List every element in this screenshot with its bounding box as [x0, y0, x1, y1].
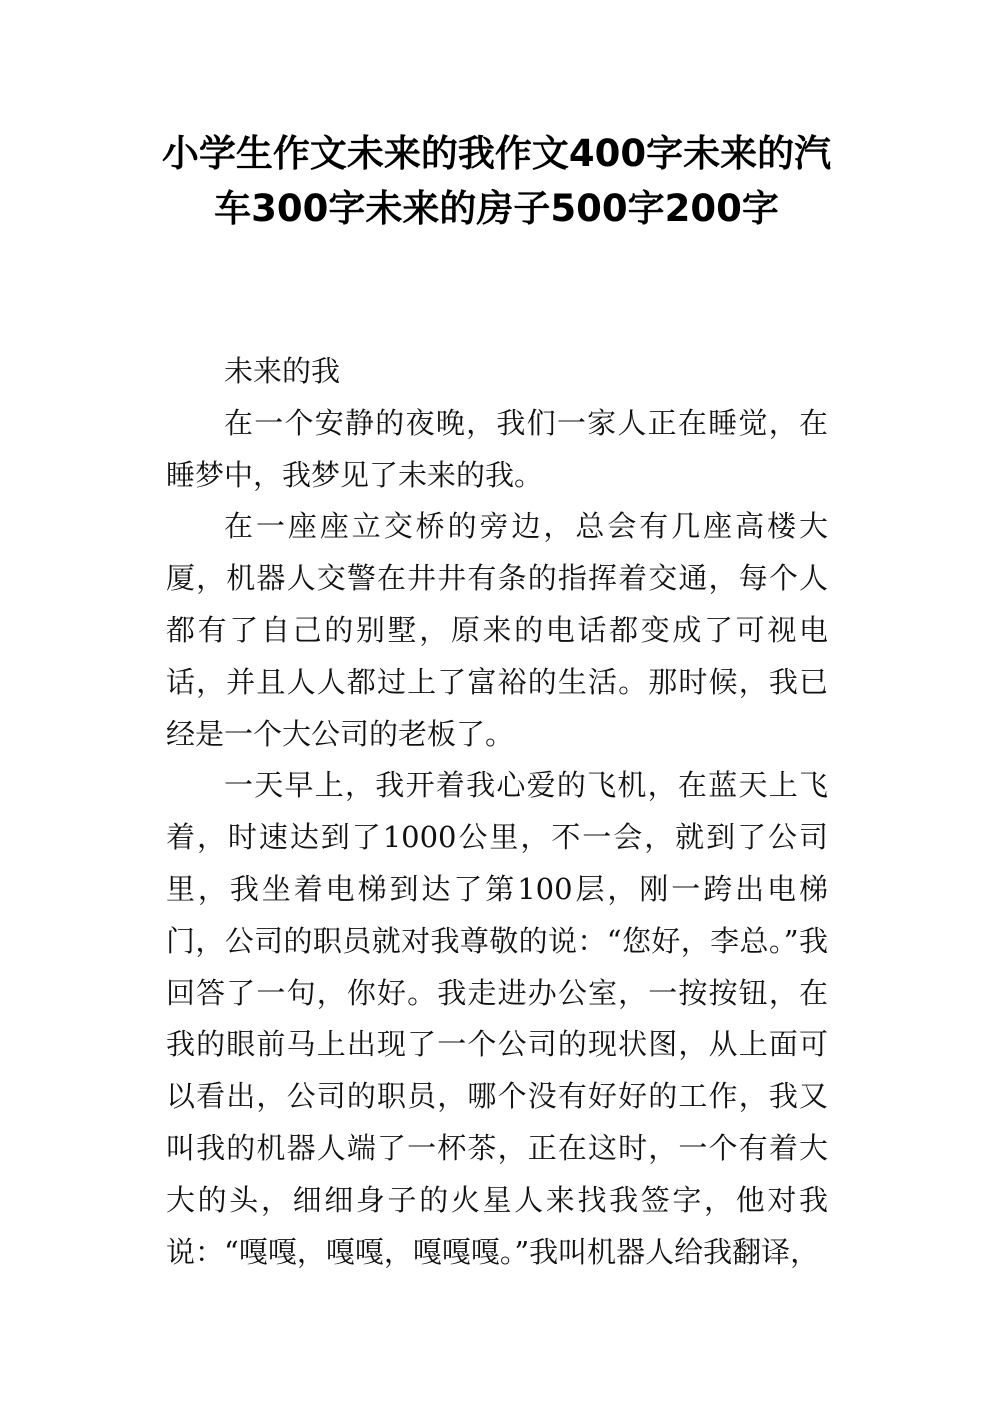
document-body [166, 346, 828, 1278]
document-title: 小学生作文未来的我作文400字未来的汽车300字未来的房子500字200字 [161, 132, 832, 230]
paragraph: 在一个安静的夜晚，我们一家人正在睡觉，在睡梦中，我梦见了未来的我。 [166, 405, 828, 492]
paragraph: 一天早上，我开着我心爱的飞机，在蓝天上飞着，时速达到了1000公里，不一会，就到了公司里，我坐着电梯到达了第100层，刚一跨出电梯门，公司的职员就对我尊敬的说：“您好，李总。”我回答了一句，你好。我走进办公室，一按按钮，在我的眼前马上出现了一个公司的现状图，从上面可以看出，公司的职员，哪个没有好好的工作，我又叫我的机器人端了一杯茶，正在这时，一个有着大大的头，细细身子的火星人来找我签字，他对我说：“嘎嘎，嘎嘎，嘎嘎嘎。”我叫机器人给我翻译， [166, 768, 828, 1269]
paragraph: 在一座座立交桥的旁边，总会有几座高楼大厦，机器人交警在井井有条的指挥着交通，每个人都有了自己的别墅，原来的电话都变成了可视电话，并且人人都过上了富裕的生活。那时候，我已经是一个大公司的老板了。 [166, 509, 828, 751]
section-heading: 未来的我 [224, 354, 341, 388]
